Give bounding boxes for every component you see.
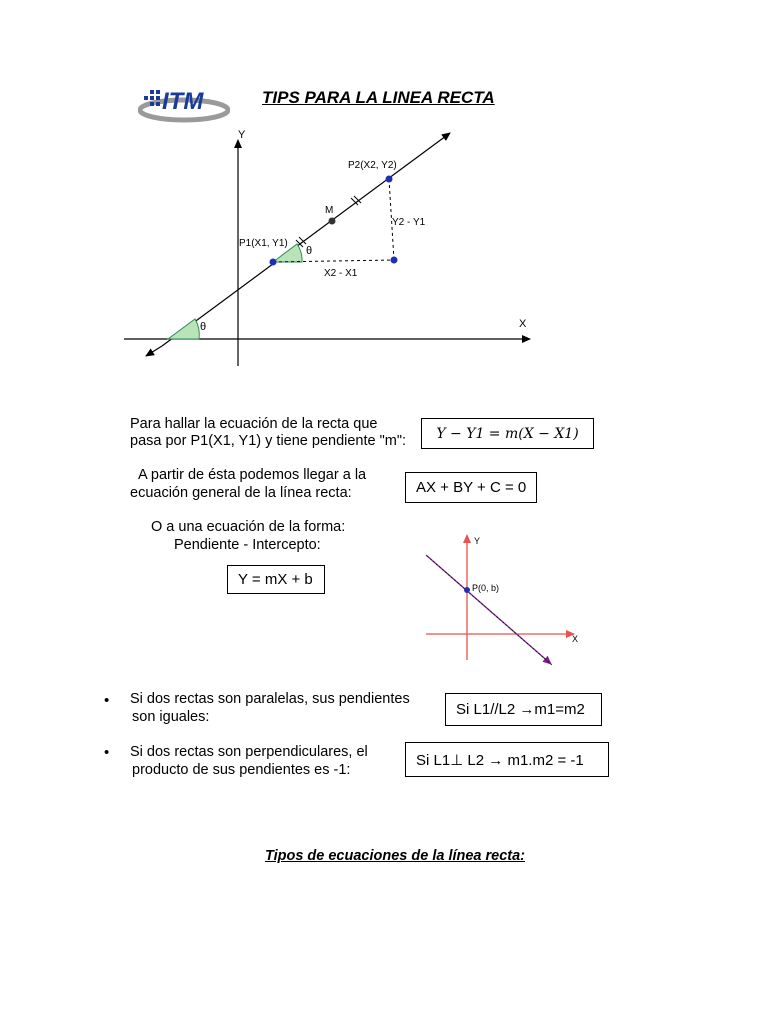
d2-x-axis-label: X xyxy=(572,634,579,644)
bullet2-line2: producto de sus pendientes es -1: xyxy=(132,762,351,778)
point-corner xyxy=(391,257,398,264)
point-slope-equation-box: Y − Y1 = m(X − X1) xyxy=(421,418,594,449)
y-axis-label: Y xyxy=(238,129,246,141)
line-arrow-upper xyxy=(162,133,450,346)
section-heading-types: Tipos de ecuaciones de la línea recta: xyxy=(264,848,526,864)
x-axis-label: X xyxy=(519,318,527,330)
section1-line1: Para hallar la ecuación de la recta que xyxy=(130,416,378,432)
parallel-rule-box: Si L1//L2 →m1=m2 xyxy=(445,693,602,726)
d2-point-label: P(0, b) xyxy=(472,583,500,593)
page-title: TIPS PARA LA LINEA RECTA xyxy=(262,88,495,107)
d2-y-axis-label: Y xyxy=(474,536,481,546)
bullet1-line2: son iguales: xyxy=(132,709,210,725)
section2-line1: A partir de ésta podemos llegar a la xyxy=(138,467,367,483)
section2-line2: ecuación general de la línea recta: xyxy=(130,485,352,501)
general-equation-box: AX + BY + C = 0 xyxy=(405,472,537,503)
theta-upper-label: θ xyxy=(306,245,313,257)
theta-lower-label: θ xyxy=(200,321,207,333)
slope-intercept-equation-box: Y = mX + b xyxy=(227,565,325,594)
section3-line1: O a una ecuación de la forma: xyxy=(151,519,346,535)
logo-text: ITM xyxy=(162,88,204,115)
d2-point-intercept xyxy=(464,587,470,593)
bullet2-line1: Si dos rectas son perpendiculares, el xyxy=(130,744,368,760)
line-arrow-lower xyxy=(146,346,162,356)
bullet1-line1: Si dos rectas son paralelas, sus pendientes xyxy=(130,691,410,707)
angle-theta-lower xyxy=(168,319,199,339)
p1-label: P1(X1, Y1) xyxy=(239,238,288,249)
section3-line2: Pendiente - Intercepto: xyxy=(174,537,321,553)
point-m xyxy=(329,218,336,225)
bullet-marker: • xyxy=(104,744,110,761)
section1-line2: pasa por P1(X1, Y1) y tiene pendiente "m": xyxy=(130,433,407,449)
m-label: M xyxy=(325,205,334,216)
point-p2 xyxy=(386,176,393,183)
bullet-marker: • xyxy=(104,692,110,709)
dy-label: Y2 - Y1 xyxy=(392,217,426,228)
dx-label: X2 - X1 xyxy=(324,268,358,279)
point-p1 xyxy=(270,259,277,266)
perpendicular-rule-box: Si L1⊥ L2 → m1.m2 = -1 xyxy=(405,742,609,777)
p2-label: P2(X2, Y2) xyxy=(348,160,397,171)
